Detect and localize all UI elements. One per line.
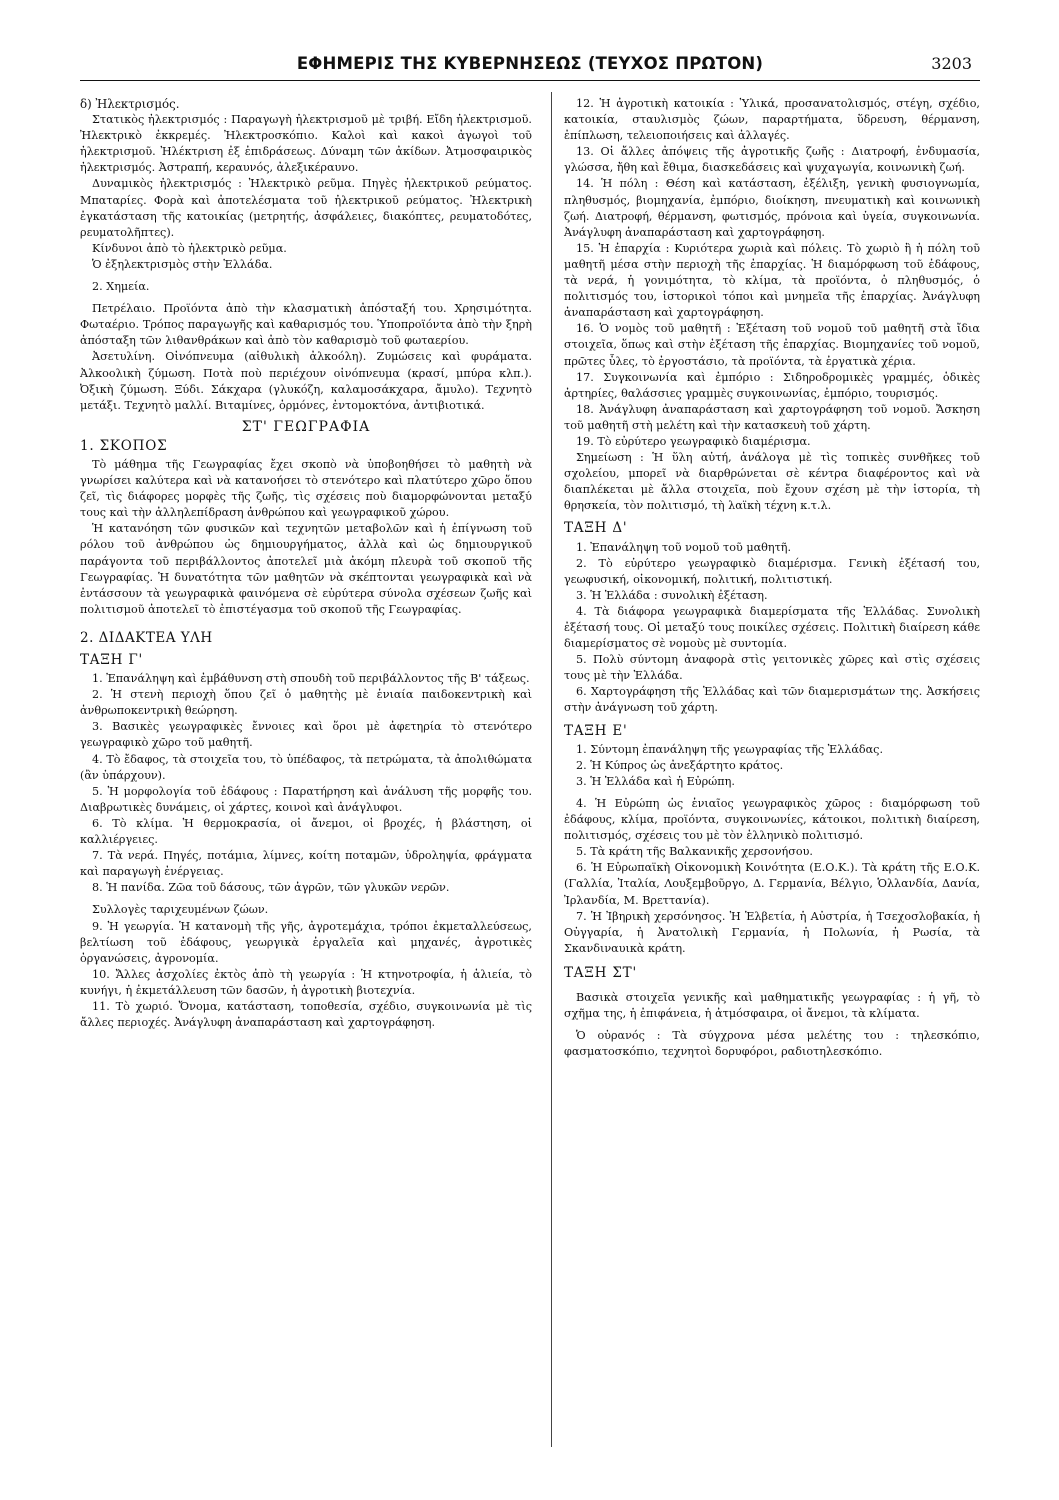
list-item: 1. Ἐπανάληψη καὶ ἐμβάθυνση στὴ σπουδὴ τοῦ περιβάλλοντος τῆς Β' τάξεως. (92, 672, 530, 686)
list-item: 13. Οἱ ἄλλες ἀπόψεις τῆς ἀγροτικῆς ζωῆς : Διατροφή, ἐνδυμασία, γλώσσα, ἤθη καὶ ἔθιμα, διασκεδάσεις καὶ ψυχαγωγία, κοινωνικὴ ζωή. (564, 145, 980, 175)
list-item: 1. Ἐπανάληψη τοῦ νομοῦ τοῦ μαθητῆ. (576, 540, 792, 554)
geography-section-title: ΣΤ' ΓΕΩΓΡΑΦΙΑ (241, 418, 371, 435)
paragraph: Ὁ ἐξηλεκτρισμὸς στὴν Ἑλλάδα. (92, 257, 273, 271)
list-item: 17. Συγκοινωνία καὶ ἐμπόριο : Σιδηροδρομικὲς γραμμές, ὁδικὲς ἀρτηρίες, θαλάσσιες γραμμὲς συγκοινωνίας, ἐμπόριο, τουρισμός. (564, 370, 980, 400)
list-item: 2. Ἡ Κύπρος ὡς ἀνεξάρτητο κράτος. (576, 758, 784, 772)
list-item: 7. Τὰ νερά. Πηγές, ποτάμια, λίμνες, κοίτη ποταμῶν, ὑδροληψία, φράγματα καὶ παραγωγὴ ἐνέργειας. (80, 849, 532, 879)
paragraph: Πετρέλαιο. Προϊόντα ἀπὸ τὴν κλασματικὴ ἀπόσταξή του. Χρησιμότητα. Φωταέριο. Τρόπος παραγωγῆς καὶ καθαρισμός του. Ὑποπροϊόντα ἀπὸ τὴν ξηρὴ ἀπόσταξη τῶν λιθανθράκων καὶ ἀπὸ τὸν καθαρισμὸ τοῦ φωταερίου. (80, 302, 532, 348)
list-item: 6. Χαρτογράφηση τῆς Ἑλλάδας καὶ τῶν διαμερισμάτων της. Ἀσκήσεις στὴν ἀνάγνωση τοῦ χάρτη. (564, 685, 980, 715)
list-item: 9. Ἡ γεωργία. Ἡ κατανομὴ τῆς γῆς, ἀγροτεμάχια, τρόποι ἐκμεταλλεύσεως, βελτίωση τοῦ ἐδάφους, γεωργικὰ ἐργαλεῖα καὶ μηχανές, ἀγροτικὲς ὀργανώσεις, ἀγρονομία. (80, 919, 532, 965)
list-item: 4. Τὸ ἔδαφος, τὰ στοιχεῖα του, τὸ ὑπέδαφος, τὰ πετρώματα, τὰ ἀπολιθώματα (ἂν ὑπάρχουν). (80, 752, 532, 782)
list-item: 5. Πολὺ σύντομη ἀναφορὰ στὶς γειτονικὲς χῶρες καὶ στὶς σχέσεις τους μὲ τὴν Ἑλλάδα. (564, 653, 980, 683)
list-item: 2. Τὸ εὐρύτερο γεωγραφικὸ διαμέρισμα. Γενικὴ ἐξέτασή του, γεωφυσική, οἰκονομική, πολιτική, πολιτιστική. (564, 556, 980, 586)
class-e-heading: ΤΑΞΗ Ε' (564, 722, 628, 739)
list-item: 16. Ὁ νομὸς τοῦ μαθητῆ : Ἐξέταση τοῦ νομοῦ τοῦ μαθητῆ στὰ ἴδια στοιχεῖα, ὅπως καὶ στὴν ἐξέταση τῆς ἐπαρχίας. Βιομηχανίες τοῦ νομοῦ, πρῶτες ὗλες, τὸ ἐργοστάσιο, τὰ προϊόντα, τὰ ἐργατικὰ χέρια. (564, 322, 980, 368)
goal-heading: 1. ΣΚΟΠΟΣ (80, 437, 168, 454)
list-item: 3. Ἡ Ἑλλάδα καὶ ἡ Εὐρώπη. (576, 774, 735, 788)
page-header (80, 50, 980, 76)
note-paragraph: Σημείωση : Ἡ ὕλη αὐτή, ἀνάλογα μὲ τὶς τοπικὲς συνθῆκες τοῦ σχολείου, μπορεῖ νὰ διαρθρώνεται σὲ κέντρα διαφέροντος καὶ νὰ διαπλέκεται μὲ ἄλλα στοιχεῖα, ποὺ ἔχουν σχέση μὲ τὴν ἱστορία, τὴ θρησκεία, τὸν πολιτισμό, τὴ λαϊκὴ τέχνη κ.τ.λ. (564, 451, 980, 513)
list-item: 14. Ἡ πόλη : Θέση καὶ κατάσταση, ἐξέλιξη, γενικὴ φυσιογνωμία, πληθυσμός, βιομηχανία, ἐμπόριο, διοίκηση, πνευματικὴ καὶ κοινωνικὴ ζωή. Διατροφή, θέρμανση, φωτισμός, πρόνοια καὶ ὑγεία, συγκοινωνία. Ἀνάγλυφη ἀναπαράσταση καὶ χαρτογράφηση. (564, 177, 980, 239)
paragraph: Τὸ μάθημα τῆς Γεωγραφίας ἔχει σκοπὸ νὰ ὑποβοηθήσει τὸ μαθητὴ νὰ γνωρίσει καλύτερα καὶ νὰ κατανοήσει τὸ στενότερο καὶ πλατύτερο χῶρο ὅπου ζεῖ, τὶς διάφορες μορφὲς τῆς ζωῆς, τὶς σχέσεις ποὺ διαμορφώνονται μεταξύ τους καὶ τὴν ἀλληλεπίδραση ἀνθρώπου καὶ γεωγραφικοῦ χώρου. (80, 457, 532, 520)
electricity-heading: δ) Ἠλεκτρισμός. (80, 97, 180, 111)
right-column (564, 96, 980, 1060)
list-item: 4. Τὰ διάφορα γεωγραφικὰ διαμερίσματα τῆς Ἑλλάδας. Συνολικὴ ἐξέτασή τους. Οἱ μεταξύ τους ποικίλες σχέσεις. Πολιτικὴ διαίρεση κάθε διαμερίσματος σὲ νομοὺς μὲ συντομία. (564, 604, 980, 651)
paragraph: Στατικὸς ἠλεκτρισμός : Παραγωγὴ ἠλεκτρισμοῦ μὲ τριβή. Εἴδη ἠλεκτρισμοῦ. Ἠλεκτρικὸ ἐκκρεμές. Ἠλεκτροσκόπιο. Καλοὶ καὶ κακοὶ ἀγωγοὶ τοῦ ἠλεκτρισμοῦ. Ἠλέκτριση ἐξ ἐπιδράσεως. Δύναμη τῶν ἀκίδων. Ἀτμοσφαιρικὸς ἠλεκτρισμός. Ἀστραπή, κεραυνός, ἀλεξικέραυνο. (80, 113, 532, 175)
list-item: 6. Τὸ κλίμα. Ἡ θερμοκρασία, οἱ ἄνεμοι, οἱ βροχές, ἡ βλάστηση, οἱ καλλιέργειες. (80, 816, 532, 847)
paragraph: Ὁ οὐρανός : Τὰ σύγχρονα μέσα μελέτης του : τηλεσκόπιο, φασματοσκόπιο, τεχνητοὶ δορυφόροι, ραδιοτηλεσκόπιο. (564, 1029, 980, 1059)
page-number: 3203 (931, 54, 972, 73)
list-item: 3. Βασικὲς γεωγραφικὲς ἔννοιες καὶ ὅροι μὲ ἀφετηρία τὸ στενότερο γεωγραφικὸ χῶρο τοῦ μαθητῆ. (80, 720, 532, 750)
chemistry-heading: 2. Χημεία. (92, 280, 150, 294)
list-item: 7. Ἡ Ἰβηρικὴ χερσόνησος. Ἡ Ἑλβετία, ἡ Αὐστρία, ἡ Τσεχοσλοβακία, ἡ Οὐγγαρία, ἡ Ἀνατολικὴ Γερμανία, ἡ Πολωνία, ἡ Ρωσία, τὰ Σκανδιναυικὰ κράτη. (564, 909, 980, 955)
paragraph: Δυναμικὸς ἠλεκτρισμός : Ἠλεκτρικὸ ρεῦμα. Πηγὲς ἠλεκτρικοῦ ρεύματος. Μπαταρίες. Φορὰ καὶ ἀποτελέσματα τοῦ ἠλεκτρικοῦ ρεύματος. Ἠλεκτρικὴ ἐγκατάσταση τῆς κατοικίας (μετρητής, ἀσφάλειες, διακόπτες, ρευματοδότες, ρευματολῆπτες). (80, 177, 532, 239)
list-item: 19. Τὸ εὐρύτερο γεωγραφικὸ διαμέρισμα. (576, 434, 811, 448)
list-item: 3. Ἡ Ἑλλάδα : συνολικὴ ἐξέταση. (576, 588, 768, 602)
list-item: 5. Ἡ μορφολογία τοῦ ἐδάφους : Παρατήρηση καὶ ἀνάλυση τῆς μορφῆς του. Διαβρωτικὲς δυνάμεις, οἱ χάρτες, κοινοὶ καὶ ἀνάγλυφοι. (80, 784, 532, 814)
left-column (80, 96, 532, 1031)
list-item: 11. Τὸ χωριό. Ὄνομα, κατάσταση, τοποθεσία, σχέδιο, συγκοινωνία μὲ τὶς ἄλλες περιοχές. Ἀνάγλυφη ἀναπαράσταση καὶ χαρτογράφηση. (80, 999, 532, 1030)
class-d-heading: ΤΑΞΗ Δ' (564, 520, 628, 537)
page-header-title: ΕΦΗΜΕΡΙΣ ΤΗΣ ΚΥΒΕΡΝΗΣΕΩΣ (ΤΕΥΧΟΣ ΠΡΩΤΟΝ) (296, 54, 764, 73)
paragraph: Κίνδυνοι ἀπὸ τὸ ἠλεκτρικὸ ρεῦμα. (92, 241, 287, 255)
list-item: 12. Ἡ ἀγροτικὴ κατοικία : Ὑλικά, προσανατολισμός, στέγη, σχέδιο, κατοικία, σταυλισμὸς ζώων, παραρτήματα, ὕδρευση, θέρμανση, ἐπίπλωση, τελειοποιήσεις καὶ ἀλλαγές. (564, 97, 980, 143)
column-divider (551, 92, 552, 1447)
class-c-heading: ΤΑΞΗ Γ' (80, 652, 143, 668)
list-item: 2. Ἡ στενὴ περιοχὴ ὅπου ζεῖ ὁ μαθητὴς μὲ ἑνιαία παιδοκεντρικὴ καὶ ἀνθρωποκεντρικὴ θεώρηση. (80, 688, 532, 718)
list-item: 18. Ἀνάγλυφη ἀναπαράσταση καὶ χαρτογράφηση τοῦ νομοῦ. Ἄσκηση τοῦ μαθητῆ στὴ μελέτη καὶ τὴν κατασκευὴ τοῦ χάρτη. (564, 402, 980, 432)
collections-note: Συλλογὲς ταριχευμένων ζώων. (92, 903, 269, 917)
list-item: 10. Ἄλλες ἀσχολίες ἐκτὸς ἀπὸ τὴ γεωργία : Ἡ κτηνοτροφία, ἡ ἁλιεία, τὸ κυνήγι, ἡ ἐκμετάλλευση τῶν δασῶν, ἡ ἀγροτικὴ βιοτεχνία. (80, 967, 532, 997)
list-item: 6. Ἡ Εὐρωπαϊκὴ Οἰκονομικὴ Κοινότητα (Ε.Ο.Κ.). Τὰ κράτη τῆς Ε.Ο.Κ. (Γαλλία, Ἰταλία, Λουξεμβοῦργο, Δ. Γερμανία, Βέλγιο, Ὁλλανδία, Δανία, Ἰρλανδία, Μ. Βρεττανία). (564, 861, 980, 907)
list-item: 1. Σύντομη ἐπανάληψη τῆς γεωγραφίας τῆς Ἑλλάδας. (576, 742, 883, 756)
paragraph: Ἡ κατανόηση τῶν φυσικῶν καὶ τεχνητῶν μεταβολῶν καὶ ἡ ἐπίγνωση τοῦ ρόλου τοῦ ἀνθρώπου ὡς δημιουργήματος, ἀλλὰ καὶ ὡς δημιουργικοῦ παράγοντα τοῦ περιβάλλοντος ἀποτελεῖ μιὰ ἀκόμη πλευρὰ τοῦ σκοποῦ τῆς Γεωγραφίας. Ἡ δυνατότητα τῶν μαθητῶν νὰ σκέπτονται γεωγραφικὰ καὶ νὰ ἐντάσσουν τὰ γεωγραφικὰ φαινόμενα σὲ εὐρύτερα σύνολα σχέσεων ζωῆς καὶ πολιτισμοῦ ἀποτελεῖ τὸ ἐπιστέγασμα τοῦ σκοποῦ τῆς Γεωγραφίας. (80, 522, 532, 616)
class-f-heading: ΤΑΞΗ ΣΤ' (564, 964, 637, 981)
header-divider (80, 80, 980, 81)
list-item: 15. Ἡ ἐπαρχία : Κυριότερα χωριὰ καὶ πόλεις. Τὸ χωριὸ ἢ ἡ πόλη τοῦ μαθητῆ μέσα στὴν περιοχὴ τῆς ἐπαρχίας. Ἡ διαμόρφωση τοῦ ἐδάφους, τὰ νερά, ἡ γονιμότητα, τὸ κλίμα, τὰ προϊόντα, ὁ πληθυσμός, ὁ πολιτισμός του, ἱστορικοὶ τόποι καὶ μνημεῖα τῆς ἐπαρχίας. Ἀνάγλυφη ἀναπαράσταση καὶ χαρτογράφηση. (564, 241, 980, 320)
list-item: 4. Ἡ Εὐρώπη ὡς ἑνιαῖος γεωγραφικὸς χῶρος : διαμόρφωση τοῦ ἐδάφους, κλίμα, προϊόντα, συγκοινωνίες, κάτοικοι, πολιτικὴ διαίρεση, πολιτισμός, σχέσεις του μὲ τὸν ἑλληνικὸ πολιτισμό. (564, 796, 980, 843)
paragraph: Βασικὰ στοιχεῖα γενικῆς καὶ μαθηματικῆς γεωγραφίας : ἡ γῆ, τὸ σχῆμα της, ἡ ἐπιφάνεια, ἡ ἀτμόσφαιρα, οἱ ἄνεμοι, τὰ κλίματα. (564, 990, 980, 1021)
list-item: 5. Τὰ κράτη τῆς Βαλκανικῆς χερσονήσου. (576, 845, 813, 859)
paragraph: Ἀσετυλίνη. Οἰνόπνευμα (αἰθυλικὴ ἀλκοόλη). Ζυμώσεις καὶ φυράματα. Ἀλκοολικὴ ζύμωση. Ποτὰ ποὺ περιέχουν οἰνόπνευμα (κρασί, μπύρα κλπ.). Ὀξικὴ ζύμωση. Ξύδι. Σάκχαρα (γλυκόζη, καλαμοσάκχαρα, ἄμυλο). Τεχνητὸ μετάξι. Τεχνητὸ μαλλί. Βιταμίνες, ὁρμόνες, ἐντομοκτόνα, ἀντιβιοτικά. (80, 350, 532, 412)
material-heading: 2. ΔΙΔΑΚΤΕΑ ΥΛΗ (80, 629, 213, 646)
list-item: 8. Ἡ πανίδα. Ζῶα τοῦ δάσους, τῶν ἀγρῶν, τῶν γλυκῶν νερῶν. (92, 881, 450, 895)
